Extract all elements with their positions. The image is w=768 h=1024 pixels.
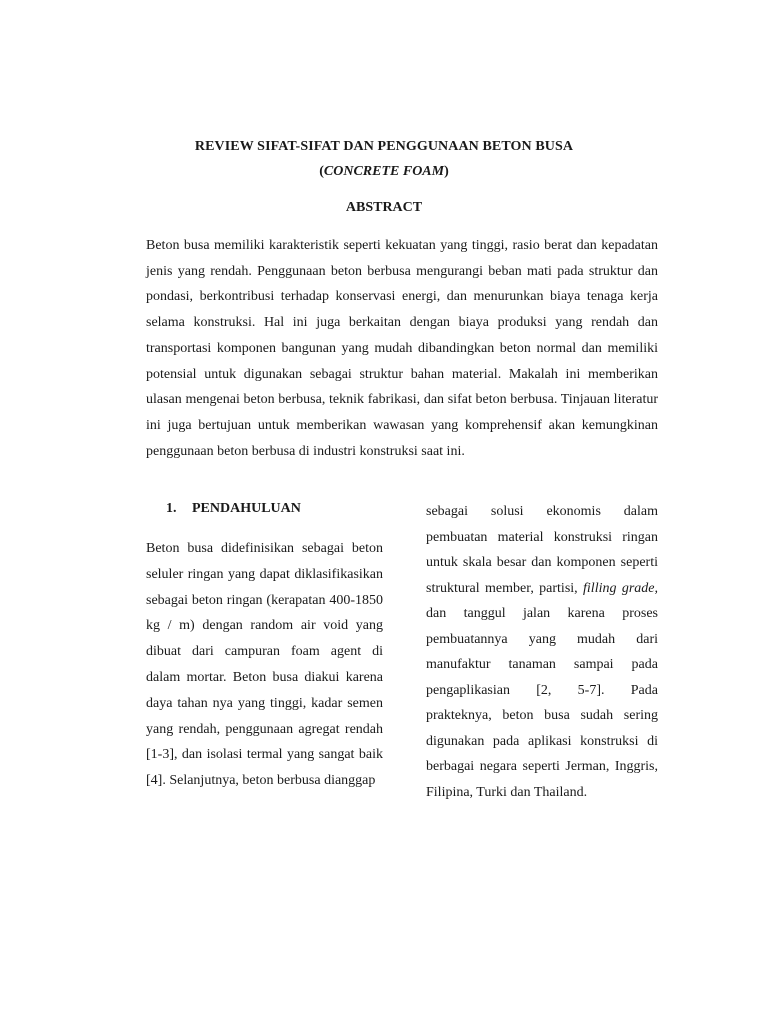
subtitle-close-paren: ): [444, 164, 449, 179]
paper-title: REVIEW SIFAT-SIFAT DAN PENGGUNAAN BETON BUSA: [194, 139, 574, 154]
intro-paragraph-right-part1: sebagai solusi ekonomis dalam pembuatan material konstruksi ringan untuk skala besar dan komponen seperti struktural member, partisi,: [426, 504, 658, 596]
right-column: [426, 499, 658, 805]
intro-italic-term: filling grade,: [583, 580, 658, 596]
intro-paragraph-left: Beton busa didefinisikan sebagai beton seluler ringan yang dapat diklasifikasikan sebagai beton ringan (kerapatan 400-1850 kg / m) dengan random air void yang dibuat dari campuran foam agent di dalam mortar. Beton busa diakui karena daya tahan nya yang tinggi, kadar semen yang rendah, penggunaan agregat rendah [1-3], dan isolasi termal yang sangat baik [4]. Selanjutnya, beton berbusa dianggap: [146, 541, 383, 789]
left-column: [146, 499, 383, 794]
subtitle-italic-term: CONCRETE FOAM: [323, 164, 445, 179]
section-heading: [146, 499, 383, 519]
paper-subtitle: [0, 164, 768, 180]
subtitle-open-paren: (: [319, 164, 324, 179]
section-title: PENDAHULUAN: [192, 501, 301, 516]
section-number: 1.: [166, 501, 177, 516]
abstract-heading: ABSTRACT: [345, 200, 423, 215]
intro-paragraph-right-part2: dan tanggul jalan karena proses pembuatannya yang mudah dari manufaktur tanaman sampai pada pengaplikasian [2, 5-7]. Pada prakteknya, beton busa sudah sering digunakan pada aplikasi konstruksi di berbagai negara seperti Jerman, Inggris, Filipina, Turki dan Thailand.: [426, 606, 658, 800]
abstract-text: Beton busa memiliki karakteristik seperti kekuatan yang tinggi, rasio berat dan kepadatan jenis yang rendah. Penggunaan beton berbusa mengurangi beban mati pada struktur dan pondasi, berkontribusi terhadap konservasi energi, dan menurunkan biaya tenaga kerja selama konstruksi. Hal ini juga berkaitan dengan biaya produksi yang rendah dan transportasi komponen bangunan yang mudah dibandingkan beton normal dan memiliki potensial untuk digunakan sebagai struktur bahan material. Makalah ini memberikan ulasan mengenai beton berbusa, teknik fabrikasi, dan sifat beton berbusa. Tinjauan literatur ini juga bertujuan untuk memberikan wawasan yang komprehensif akan kemungkinan penggunaan beton berbusa di industri konstruksi saat ini.: [146, 238, 658, 459]
